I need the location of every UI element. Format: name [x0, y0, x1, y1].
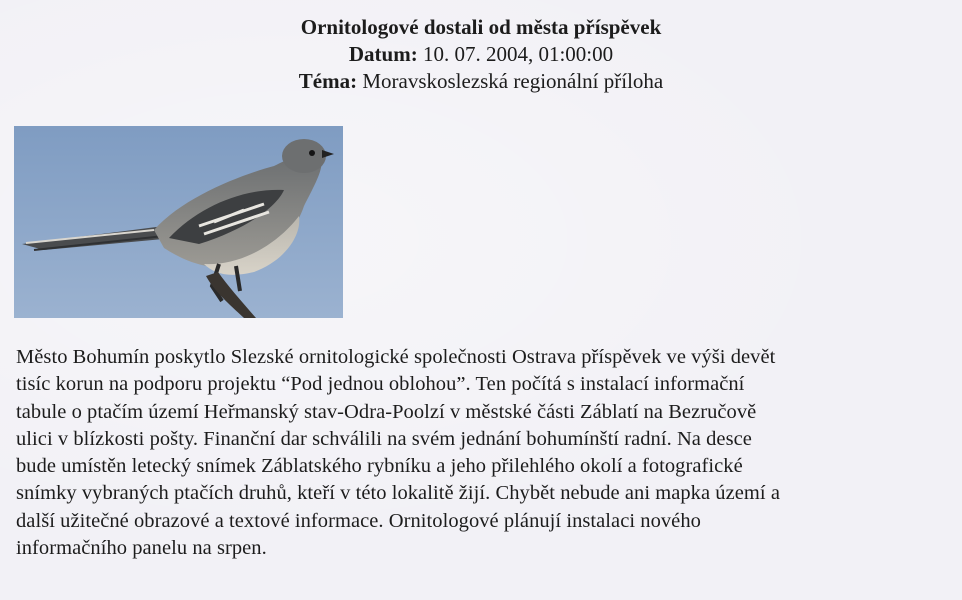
date-value: 10. 07. 2004, 01:00:00	[422, 42, 614, 66]
topic-value: Moravskoslezská regionální příloha	[362, 69, 664, 93]
article-line: informačního panelu na srpen.	[16, 537, 267, 560]
article-line: tabule o ptačím území Heřmanský stav-Odra-Poolzí v městské části Záblatí na Bezručově	[16, 400, 757, 423]
article-line: tisíc korun na podporu projektu “Pod jednou oblohou”. Ten počítá s instalací informační	[16, 373, 745, 396]
date-line	[0, 41, 962, 68]
bird-head	[282, 139, 326, 173]
article-line: další užitečné obrazové a textové informace. Ornitologové plánují instalaci nového	[16, 509, 701, 532]
date-label: Datum:	[348, 42, 418, 66]
article-line: ulici v blízkosti pošty. Finanční dar schválili na svém jednání bohumínští radní. Na desce	[16, 427, 752, 450]
bird-illustration	[14, 126, 343, 318]
article-line: bude umístěn letecký snímek Záblatského rybníku a jeho přilehlého okolí a fotografické	[16, 455, 743, 478]
bird-eye	[309, 150, 315, 156]
topic-label: Téma:	[298, 69, 358, 93]
article-line: Město Bohumín poskytlo Slezské ornitologické společnosti Ostrava příspěvek ve výši devět	[16, 346, 776, 368]
article-line: snímky vybraných ptačích druhů, kteří v této lokalitě žijí. Chybět nebude ani mapka území a	[16, 482, 780, 505]
article-body	[16, 344, 956, 562]
bird-photo	[14, 126, 343, 318]
article-header	[0, 14, 962, 95]
topic-line	[0, 68, 962, 95]
article-title: Ornitologové dostali od města příspěvek	[300, 15, 662, 39]
